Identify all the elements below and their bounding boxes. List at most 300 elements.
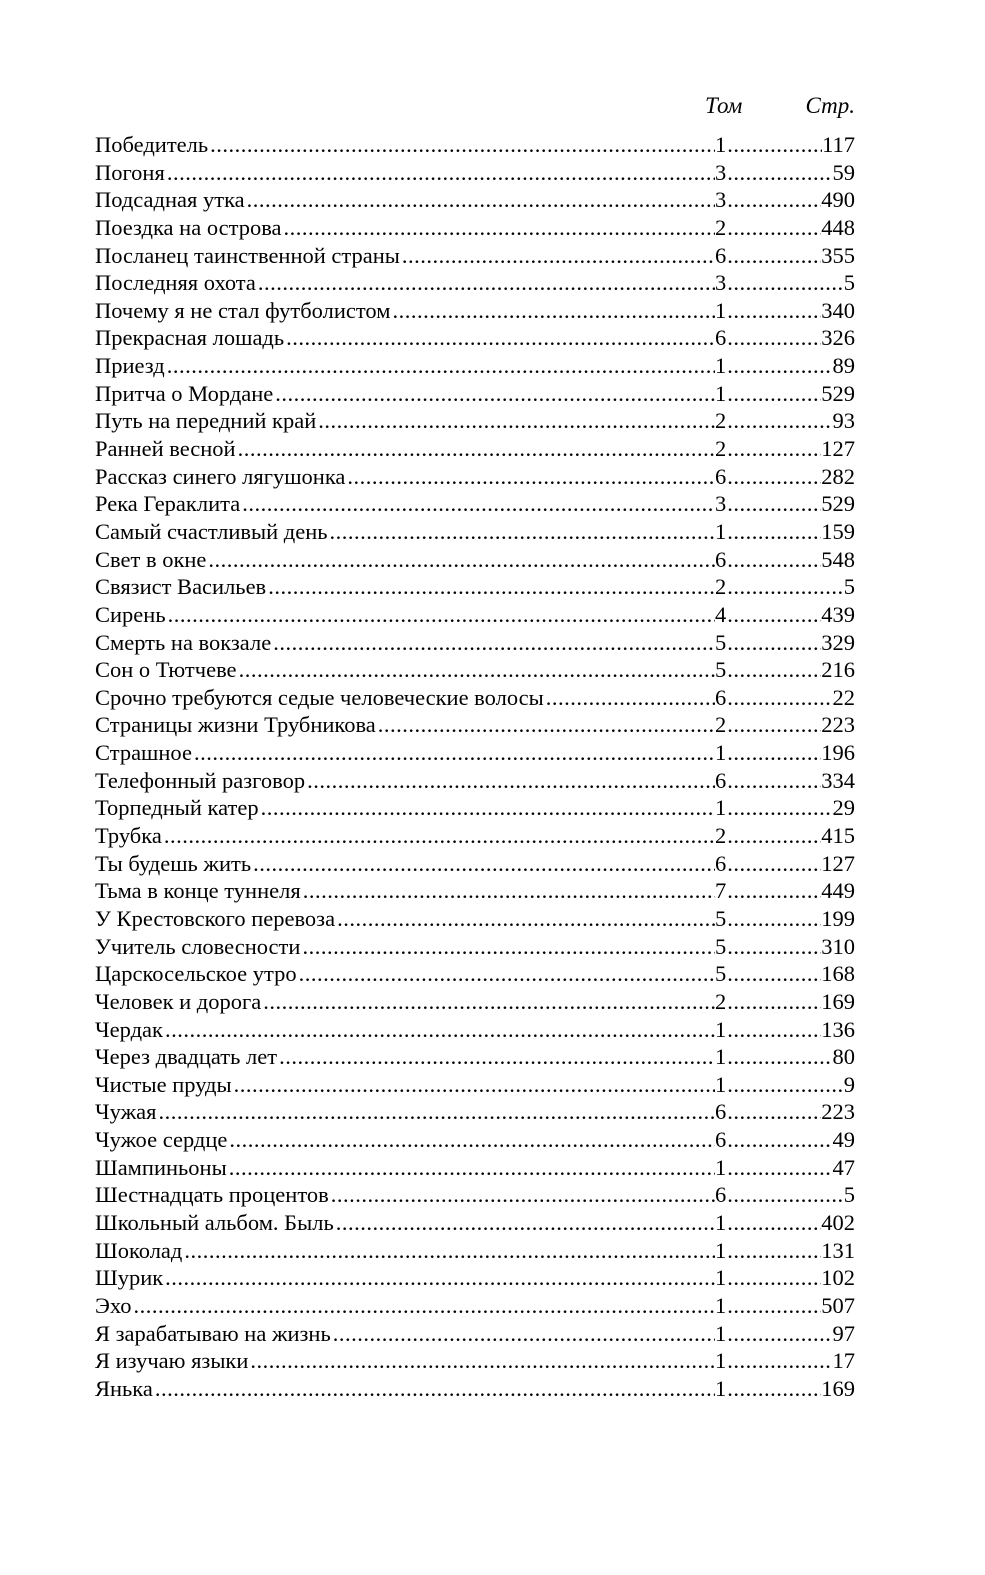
- toc-entry-page: 127: [821, 850, 855, 876]
- toc-entry-volume: 1: [715, 1209, 727, 1235]
- toc-entry: [95, 159, 855, 187]
- toc-entry-ref: [715, 767, 855, 795]
- toc-entry: [95, 711, 855, 739]
- toc-entry-volume: 6: [715, 1127, 727, 1153]
- toc-entry: [95, 324, 855, 352]
- toc-entry-page: 102: [821, 1265, 855, 1291]
- toc-entry: [95, 518, 855, 546]
- toc-entry-ref: [715, 1181, 855, 1209]
- dot-leader: [297, 960, 715, 988]
- toc-entry-volume: 1: [715, 1265, 727, 1291]
- toc-entry: [95, 297, 855, 325]
- toc-entry-title: Шестнадцать процентов: [95, 1182, 329, 1208]
- toc-entry-ref: [715, 435, 855, 463]
- toc-entry-title: Посланец таинственной страны: [95, 242, 400, 268]
- toc-entry-page: 529: [821, 491, 855, 517]
- toc-entry-volume: 1: [715, 380, 727, 406]
- toc-entry-page: 168: [821, 961, 855, 987]
- dot-leader: [335, 905, 715, 933]
- dot-leader: [163, 1264, 715, 1292]
- toc-entry: [95, 352, 855, 380]
- dot-leader: [726, 1320, 832, 1348]
- dot-leader: [400, 242, 715, 270]
- toc-entry-title: Тьма в конце туннеля: [95, 878, 301, 904]
- dot-leader: [256, 269, 715, 297]
- toc-entry-title: Учитель словесности: [95, 933, 301, 959]
- toc-entry-ref: [715, 684, 855, 712]
- dot-leader: [726, 988, 821, 1016]
- toc-entry: [95, 463, 855, 491]
- toc-entry-ref: [715, 960, 855, 988]
- dot-leader: [726, 573, 844, 601]
- toc-entry-volume: 6: [715, 325, 727, 351]
- toc-entry-title: Эхо: [95, 1292, 132, 1318]
- toc-entry: [95, 214, 855, 242]
- toc-entry-title: Сирень: [95, 601, 166, 627]
- toc-entry-volume: 1: [715, 1375, 727, 1401]
- toc-entry-ref: [715, 186, 855, 214]
- dot-leader: [232, 1071, 715, 1099]
- toc-entry-page: 439: [821, 601, 855, 627]
- toc-entry-volume: 6: [715, 546, 727, 572]
- toc-entry-page: 490: [821, 187, 855, 213]
- toc-entry-title: Царскосельское утро: [95, 961, 297, 987]
- dot-leader: [182, 1237, 715, 1265]
- toc-entry-ref: [715, 1098, 855, 1126]
- toc-entry-page: 159: [821, 518, 855, 544]
- toc-entry-ref: [715, 1237, 855, 1265]
- dot-leader: [328, 518, 715, 546]
- dot-leader: [251, 850, 715, 878]
- toc-entry: [95, 1154, 855, 1182]
- toc-entry-page: 22: [832, 684, 855, 710]
- toc-entry-title: Последняя охота: [95, 270, 256, 296]
- toc-entry-title: Срочно требуются седые человеческие волосы: [95, 684, 544, 710]
- page-column-header: Стр.: [805, 93, 855, 118]
- toc-entry-title: Чужое сердце: [95, 1127, 228, 1153]
- dot-leader: [300, 933, 715, 961]
- toc-entry-page: 136: [821, 1016, 855, 1042]
- toc-entry-title: Я зарабатываю на жизнь: [95, 1320, 331, 1346]
- toc-entry: [95, 380, 855, 408]
- dot-leader: [329, 1181, 715, 1209]
- dot-leader: [726, 518, 821, 546]
- toc-entry-page: 29: [832, 795, 855, 821]
- toc-entry-page: 93: [832, 408, 855, 434]
- toc-entry-ref: [715, 850, 855, 878]
- toc-entry: [95, 656, 855, 684]
- dot-leader: [227, 1154, 715, 1182]
- toc-entry: [95, 1292, 855, 1320]
- toc-entry-volume: 5: [715, 905, 727, 931]
- toc-entry-title: Почему я не стал футболистом: [95, 297, 391, 323]
- toc-entry: [95, 186, 855, 214]
- toc-entry-title: Страшное: [95, 740, 192, 766]
- toc-entry-ref: [715, 1071, 855, 1099]
- toc-entry-volume: 1: [715, 1071, 727, 1097]
- toc-entry-ref: [715, 711, 855, 739]
- toc-entry: [95, 1347, 855, 1375]
- toc-entry-volume: 6: [715, 463, 727, 489]
- toc-entry-volume: 1: [715, 1016, 727, 1042]
- toc-entry: [95, 684, 855, 712]
- toc-entry: [95, 1375, 855, 1403]
- dot-leader: [132, 1292, 716, 1320]
- dot-leader: [726, 1154, 832, 1182]
- dot-leader: [237, 656, 715, 684]
- toc-entry-volume: 2: [715, 823, 727, 849]
- toc-entry-page: 449: [821, 878, 855, 904]
- toc-entry-page: 329: [821, 629, 855, 655]
- toc-entry-title: Поездка на острова: [95, 214, 282, 240]
- toc-entry-page: 223: [821, 1099, 855, 1125]
- toc-entry-volume: 6: [715, 1099, 727, 1125]
- dot-leader: [726, 1016, 821, 1044]
- toc-entry-title: Ранней весной: [95, 436, 236, 462]
- dot-leader: [726, 739, 821, 767]
- toc-entry-title: Приезд: [95, 353, 165, 379]
- toc-entry-page: 326: [821, 325, 855, 351]
- toc-entry: [95, 601, 855, 629]
- toc-entry-ref: [715, 794, 855, 822]
- toc-entry-page: 131: [821, 1237, 855, 1263]
- toc-entry-title: Река Гераклита: [95, 491, 241, 517]
- toc-entry-volume: 3: [715, 187, 727, 213]
- toc-entry-volume: 1: [715, 1292, 727, 1318]
- toc-entry-ref: [715, 1154, 855, 1182]
- toc-entry: [95, 767, 855, 795]
- toc-entry-ref: [715, 905, 855, 933]
- toc-entry-ref: [715, 159, 855, 187]
- dot-leader: [726, 905, 821, 933]
- dot-leader: [240, 490, 715, 518]
- toc-entry-page: 448: [821, 214, 855, 240]
- toc-entry-volume: 6: [715, 850, 727, 876]
- toc-entry-title: Ты будешь жить: [95, 850, 252, 876]
- toc-entry-ref: [715, 739, 855, 767]
- toc-entry: [95, 573, 855, 601]
- toc-entry: [95, 1237, 855, 1265]
- toc-entry: [95, 988, 855, 1016]
- toc-entry-title: Смерть на вокзале: [95, 629, 272, 655]
- toc-entry-ref: [715, 988, 855, 1016]
- dot-leader: [726, 435, 821, 463]
- toc-entry-title: Шурик: [95, 1265, 164, 1291]
- toc-entry-page: 334: [821, 767, 855, 793]
- toc-entry-page: 223: [821, 712, 855, 738]
- toc-entry-volume: 1: [715, 132, 727, 157]
- toc-entry-ref: [715, 546, 855, 574]
- toc-entry: [95, 739, 855, 767]
- toc-entry-ref: [715, 573, 855, 601]
- dot-leader: [544, 684, 715, 712]
- toc-entry: [95, 1071, 855, 1099]
- toc-entry: [95, 850, 855, 878]
- toc-entry-volume: 5: [715, 657, 727, 683]
- toc-entry-ref: [715, 380, 855, 408]
- dot-leader: [726, 850, 821, 878]
- toc-entry-page: 5: [843, 270, 855, 296]
- dot-leader: [261, 988, 715, 1016]
- toc-entry-title: Самый счастливый день: [95, 518, 328, 544]
- dot-leader: [726, 656, 821, 684]
- toc-entry-volume: 5: [715, 961, 727, 987]
- table-of-contents: [95, 131, 855, 1402]
- dot-leader: [726, 297, 821, 325]
- toc-entry-page: 355: [821, 242, 855, 268]
- toc-entry-ref: [715, 933, 855, 961]
- toc-header: [95, 93, 855, 127]
- toc-entry-ref: [715, 490, 855, 518]
- dot-leader: [156, 1098, 715, 1126]
- toc-entry: [95, 933, 855, 961]
- toc-entry: [95, 629, 855, 657]
- dot-leader: [162, 822, 715, 850]
- toc-entry-ref: [715, 214, 855, 242]
- dot-leader: [726, 1209, 821, 1237]
- dot-leader: [726, 767, 821, 795]
- toc-entry-page: 5: [843, 574, 855, 600]
- dot-leader: [726, 933, 821, 961]
- toc-entry-ref: [715, 463, 855, 491]
- dot-leader: [726, 1126, 832, 1154]
- toc-entry-page: 310: [821, 933, 855, 959]
- toc-entry-ref: [715, 1347, 855, 1375]
- toc-entry-title: Чужая: [95, 1099, 157, 1125]
- toc-entry: [95, 877, 855, 905]
- toc-entry-title: Сон о Тютчеве: [95, 657, 237, 683]
- toc-entry-volume: 5: [715, 933, 727, 959]
- toc-entry-ref: [715, 656, 855, 684]
- toc-entry-page: 169: [821, 1375, 855, 1401]
- toc-entry-page: 169: [821, 988, 855, 1014]
- toc-entry-volume: 1: [715, 1348, 727, 1374]
- dot-leader: [245, 186, 715, 214]
- toc-entry-volume: 6: [715, 767, 727, 793]
- dot-leader: [726, 269, 844, 297]
- dot-leader: [726, 214, 821, 242]
- toc-entry-volume: 1: [715, 1237, 727, 1263]
- toc-entry: [95, 490, 855, 518]
- toc-entry-ref: [715, 629, 855, 657]
- toc-entry-title: Рассказ синего лягушонка: [95, 463, 346, 489]
- toc-entry-title: Школьный альбом. Быль: [95, 1209, 334, 1235]
- dot-leader: [165, 352, 715, 380]
- toc-entry-ref: [715, 1209, 855, 1237]
- dot-leader: [266, 573, 715, 601]
- dot-leader: [726, 822, 821, 850]
- dot-leader: [166, 601, 715, 629]
- toc-entry: [95, 242, 855, 270]
- toc-entry-title: Янька: [95, 1375, 153, 1401]
- toc-entry-ref: [715, 1043, 855, 1071]
- toc-entry-ref: [715, 601, 855, 629]
- dot-leader: [726, 380, 821, 408]
- toc-entry-ref: [715, 1126, 855, 1154]
- dot-leader: [153, 1375, 715, 1403]
- toc-entry-page: 282: [821, 463, 855, 489]
- toc-entry-title: Погоня: [95, 159, 165, 185]
- toc-entry-page: 199: [821, 905, 855, 931]
- toc-entry-page: 80: [832, 1044, 855, 1070]
- toc-entry-ref: [715, 131, 855, 159]
- toc-entry-title: Через двадцать лет: [95, 1044, 278, 1070]
- dot-leader: [726, 1264, 821, 1292]
- toc-entry-ref: [715, 1292, 855, 1320]
- toc-entry-title: Я изучаю языки: [95, 1348, 249, 1374]
- dot-leader: [726, 794, 832, 822]
- toc-entry-title: Телефонный разговор: [95, 767, 306, 793]
- dot-leader: [334, 1209, 715, 1237]
- toc-entry-title: Притча о Мордане: [95, 380, 274, 406]
- dot-leader: [376, 711, 715, 739]
- toc-entry-page: 548: [821, 546, 855, 572]
- toc-entry-volume: 1: [715, 353, 727, 379]
- toc-entry-title: Шоколад: [95, 1237, 183, 1263]
- toc-entry-title: Трубка: [95, 823, 162, 849]
- dot-leader: [726, 1181, 844, 1209]
- dot-leader: [726, 877, 821, 905]
- toc-entry-ref: [715, 1375, 855, 1403]
- toc-entry-volume: 2: [715, 408, 727, 434]
- toc-entry-ref: [715, 822, 855, 850]
- toc-entry-title: Шампиньоны: [95, 1154, 227, 1180]
- toc-entry-ref: [715, 877, 855, 905]
- dot-leader: [390, 297, 715, 325]
- toc-entry-volume: 3: [715, 159, 727, 185]
- toc-entry-ref: [715, 324, 855, 352]
- toc-entry-title: Человек и дорога: [95, 988, 262, 1014]
- toc-entry-volume: 2: [715, 436, 727, 462]
- toc-entry-ref: [715, 518, 855, 546]
- toc-entry-ref: [715, 269, 855, 297]
- dot-leader: [726, 1292, 821, 1320]
- toc-entry-page: 340: [821, 297, 855, 323]
- dot-leader: [282, 214, 715, 242]
- toc-entry: [95, 1264, 855, 1292]
- dot-leader: [163, 1016, 715, 1044]
- toc-entry-page: 127: [821, 436, 855, 462]
- toc-entry: [95, 1043, 855, 1071]
- toc-entry-ref: [715, 1016, 855, 1044]
- toc-entry: [95, 1126, 855, 1154]
- toc-entry-title: Страницы жизни Трубникова: [95, 712, 376, 738]
- toc-entry-ref: [715, 242, 855, 270]
- dot-leader: [726, 1071, 844, 1099]
- toc-entry-page: 49: [832, 1127, 855, 1153]
- toc-entry-volume: 2: [715, 214, 727, 240]
- toc-entry: [95, 546, 855, 574]
- dot-leader: [345, 463, 715, 491]
- dot-leader: [726, 960, 821, 988]
- toc-entry-title: Торпедный катер: [95, 795, 259, 821]
- dot-leader: [305, 767, 715, 795]
- dot-leader: [301, 877, 715, 905]
- dot-leader: [726, 601, 821, 629]
- dot-leader: [277, 1043, 715, 1071]
- toc-entry-title: Чистые пруды: [95, 1071, 232, 1097]
- toc-entry-volume: 6: [715, 1182, 727, 1208]
- dot-leader: [273, 380, 715, 408]
- dot-leader: [726, 1375, 821, 1403]
- dot-leader: [726, 352, 832, 380]
- dot-leader: [726, 324, 821, 352]
- dot-leader: [206, 546, 715, 574]
- dot-leader: [248, 1347, 715, 1375]
- dot-leader: [726, 1237, 821, 1265]
- toc-entry-title: У Крестовского перевоза: [95, 905, 336, 931]
- toc-entry: [95, 960, 855, 988]
- volume-column-header: Том: [705, 93, 743, 118]
- toc-entry: [95, 822, 855, 850]
- dot-leader: [331, 1320, 715, 1348]
- dot-leader: [726, 546, 821, 574]
- toc-entry-page: 415: [821, 823, 855, 849]
- toc-entry-page: 17: [832, 1348, 855, 1374]
- toc-entry-volume: 2: [715, 988, 727, 1014]
- toc-entry-volume: 2: [715, 574, 727, 600]
- toc-entry-page: 196: [821, 740, 855, 766]
- toc-entry-page: 9: [843, 1071, 855, 1097]
- dot-leader: [726, 1043, 832, 1071]
- dot-leader: [726, 1098, 821, 1126]
- dot-leader: [284, 324, 715, 352]
- toc-entry-title: Свет в окне: [95, 546, 207, 572]
- toc-entry-volume: 1: [715, 1044, 727, 1070]
- toc-entry-volume: 1: [715, 740, 727, 766]
- dot-leader: [236, 435, 715, 463]
- toc-entry-title: Подсадная утка: [95, 187, 245, 213]
- toc-entry-volume: 2: [715, 712, 727, 738]
- toc-entry-page: 216: [821, 657, 855, 683]
- toc-entry-volume: 7: [715, 878, 727, 904]
- dot-leader: [726, 463, 821, 491]
- toc-entry-page: 117: [822, 132, 855, 157]
- toc-entry-title: Связист Васильев: [95, 574, 267, 600]
- toc-entry-ref: [715, 1320, 855, 1348]
- dot-leader: [208, 131, 715, 159]
- toc-entry-title: Прекрасная лошадь: [95, 325, 285, 351]
- toc-entry: [95, 1181, 855, 1209]
- dot-leader: [271, 629, 715, 657]
- toc-entry: [95, 1209, 855, 1237]
- dot-leader: [726, 711, 821, 739]
- toc-entry-volume: 1: [715, 1154, 727, 1180]
- toc-entry-volume: 1: [715, 518, 727, 544]
- toc-entry-title: Победитель: [95, 132, 209, 157]
- toc-entry: [95, 435, 855, 463]
- toc-entry-page: 402: [821, 1209, 855, 1235]
- dot-leader: [316, 407, 715, 435]
- dot-leader: [726, 159, 832, 187]
- toc-entry: [95, 1320, 855, 1348]
- toc-entry-page: 5: [843, 1182, 855, 1208]
- toc-entry: [95, 794, 855, 822]
- dot-leader: [192, 739, 715, 767]
- toc-entry-page: 47: [832, 1154, 855, 1180]
- dot-leader: [726, 684, 832, 712]
- toc-entry-title: Чердак: [95, 1016, 163, 1042]
- toc-entry-ref: [715, 297, 855, 325]
- toc-entry-page: 507: [821, 1292, 855, 1318]
- toc-entry-volume: 6: [715, 242, 727, 268]
- toc-entry-ref: [715, 407, 855, 435]
- dot-leader: [227, 1126, 715, 1154]
- dot-leader: [165, 159, 715, 187]
- dot-leader: [726, 131, 822, 159]
- toc-entry-ref: [715, 352, 855, 380]
- dot-leader: [726, 407, 832, 435]
